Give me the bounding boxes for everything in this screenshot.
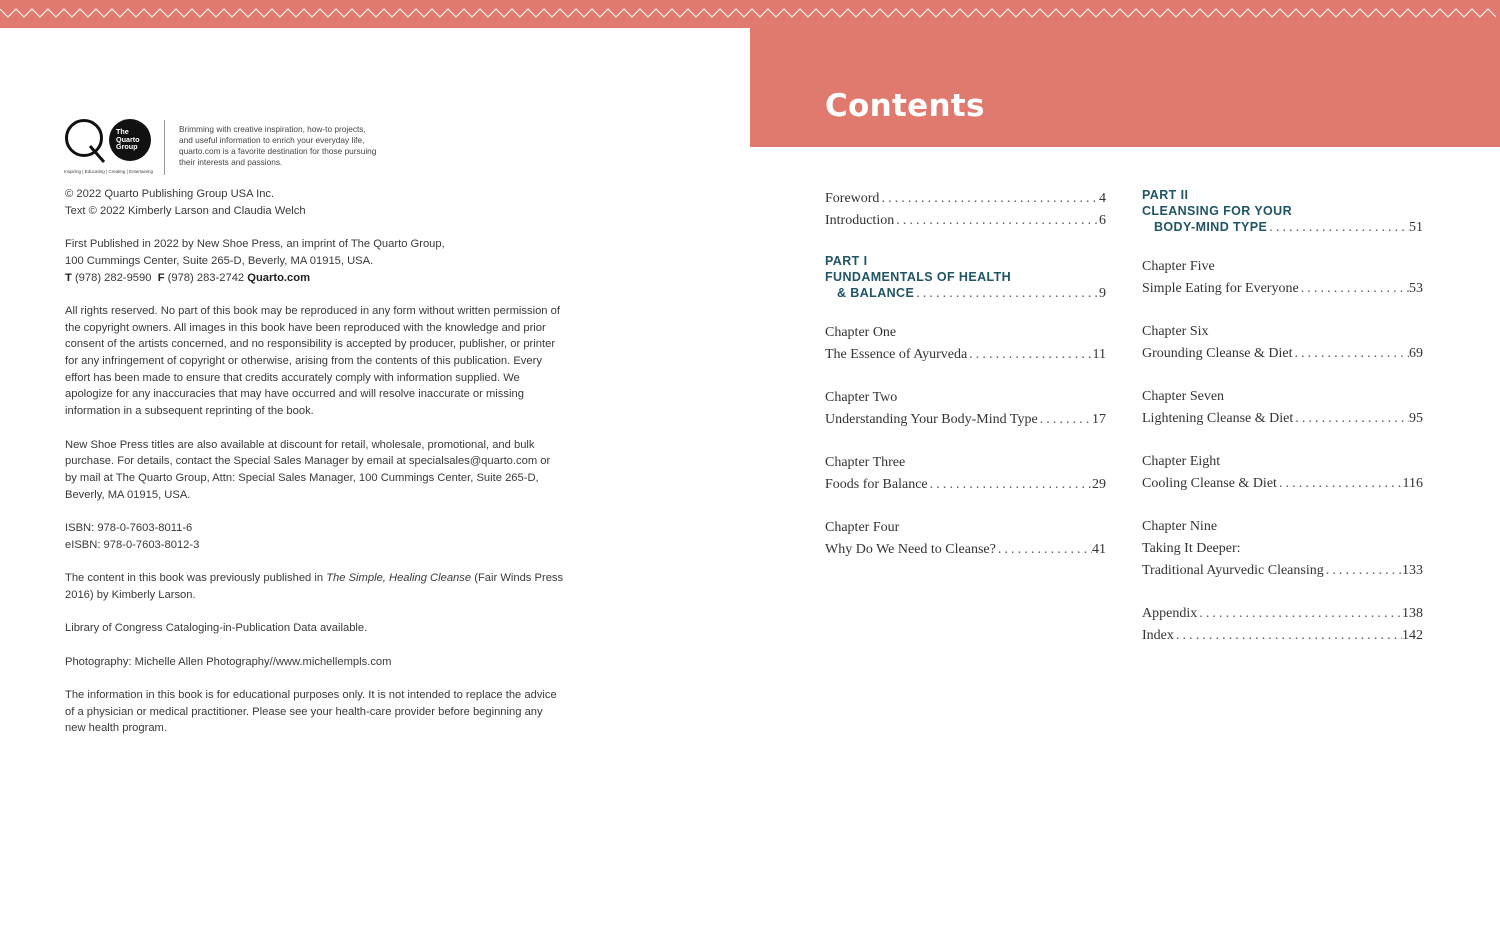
chapter-title-row bbox=[1142, 408, 1423, 430]
zigzag-pattern-icon bbox=[0, 0, 1500, 28]
copyright-block bbox=[65, 186, 565, 219]
disclaimer: The information in this book is for educational purposes only. It is not intended to replace the advice of a physician or medical practitioner. Please see your health-care provider before beginning any new health program. bbox=[65, 688, 557, 735]
dot-leader bbox=[894, 210, 1099, 232]
toc-page-number: 6 bbox=[1099, 213, 1106, 228]
toc-page-number: 53 bbox=[1409, 281, 1423, 296]
chapter-title: Lightening Cleanse & Diet bbox=[1142, 411, 1294, 426]
toc-page-number: 41 bbox=[1092, 542, 1106, 557]
chapter-number: Chapter Eight bbox=[1142, 454, 1221, 469]
toc-column-right bbox=[1142, 188, 1423, 647]
part-title-row bbox=[1142, 219, 1423, 236]
part-title: CLEANSING FOR YOUR bbox=[1142, 203, 1293, 218]
logo-tagline: Inspiring | Educating | Creating | Entertaining bbox=[64, 169, 154, 174]
chapter-title: Understanding Your Body-Mind Type bbox=[825, 412, 1038, 427]
chapter-title-row bbox=[825, 409, 1106, 431]
toc-entry-introduction[interactable] bbox=[825, 210, 1106, 232]
prev-published-text: (Fair Winds Press 2016) by Kimberly Larson. bbox=[65, 572, 564, 601]
toc-label: Appendix bbox=[1142, 606, 1198, 621]
logo-divider bbox=[164, 120, 165, 175]
chapter-title-row bbox=[825, 474, 1106, 496]
toc-page-number: 4 bbox=[1099, 191, 1106, 206]
toc-entry-chapter-two[interactable] bbox=[825, 387, 1106, 431]
chapter-number: Chapter Five bbox=[1142, 259, 1215, 274]
toc-entry-chapter-three[interactable] bbox=[825, 452, 1106, 496]
chapter-title-row bbox=[1142, 560, 1423, 582]
phone-label: T bbox=[65, 271, 72, 284]
part-number: PART I bbox=[825, 254, 868, 268]
chapter-title-row bbox=[825, 539, 1106, 561]
copyright-page-text bbox=[65, 186, 565, 754]
chapter-title: Cooling Cleanse & Diet bbox=[1142, 476, 1277, 491]
toc-entry-index[interactable] bbox=[1142, 625, 1423, 647]
logo-line: Quarto bbox=[116, 134, 140, 144]
copyright-line: © 2022 Quarto Publishing Group USA Inc. bbox=[65, 188, 275, 200]
dot-leader bbox=[928, 474, 1092, 496]
toc-column-left bbox=[825, 188, 1106, 561]
phone-number: (978) 282-9590 bbox=[74, 271, 152, 284]
logo-description: Brimming with creative inspiration, how-to projects, and useful information to enrich your everyday life, quarto.com is a favorite destination for those pursuing their interests and passions. bbox=[179, 124, 377, 167]
dot-leader bbox=[1197, 603, 1402, 625]
toc-page-number: 142 bbox=[1402, 628, 1423, 643]
chapter-number: Chapter Nine bbox=[1142, 519, 1218, 534]
toc-part-1[interactable] bbox=[825, 254, 1106, 302]
toc-entry-foreword[interactable] bbox=[825, 188, 1106, 210]
chapter-title-row bbox=[1142, 343, 1423, 365]
toc-entry-chapter-six[interactable] bbox=[1142, 321, 1423, 365]
prev-published-text: The content in this book was previously published in bbox=[65, 572, 327, 585]
dot-leader bbox=[967, 344, 1092, 366]
isbn-block bbox=[65, 520, 565, 553]
publisher-block bbox=[65, 236, 565, 286]
logo-line: Group bbox=[116, 142, 138, 152]
dot-leader bbox=[996, 539, 1092, 561]
toc-entry-chapter-nine[interactable] bbox=[1142, 516, 1423, 582]
logo-line: The bbox=[116, 127, 129, 136]
toc-part-2[interactable] bbox=[1142, 188, 1423, 236]
chapter-title: Foods for Balance bbox=[825, 477, 928, 492]
chapter-title-row bbox=[825, 344, 1106, 366]
fax-number: (978) 283-2742 bbox=[167, 271, 245, 284]
toc-entry-appendix[interactable] bbox=[1142, 603, 1423, 625]
dot-leader bbox=[1292, 343, 1409, 365]
toc-page-number: 51 bbox=[1409, 220, 1423, 235]
first-published: First Published in 2022 by New Shoe Press, an imprint of The Quarto Group, bbox=[65, 238, 445, 251]
toc-label: Index bbox=[1142, 628, 1174, 643]
dot-leader bbox=[1174, 625, 1402, 647]
eisbn: eISBN: 978-0-7603-8012-3 bbox=[65, 538, 200, 551]
toc-label: Foreword bbox=[825, 191, 880, 206]
chapter-title-row bbox=[1142, 278, 1423, 300]
part-number: PART II bbox=[1142, 188, 1189, 202]
publisher-address: 100 Cummings Center, Suite 265-D, Beverly, MA 01915, USA. bbox=[65, 254, 374, 267]
chapter-number: Chapter Three bbox=[825, 455, 906, 470]
toc-page-number: 69 bbox=[1409, 346, 1423, 361]
toc-entry-chapter-one[interactable] bbox=[825, 322, 1106, 366]
quarto-q-logo-icon bbox=[64, 118, 108, 164]
sales-paragraph: New Shoe Press titles are also available at discount for retail, wholesale, promotional, and bulk purchase. For details, contact the Special Sales Manager by email at specialsales@quarto.com or by mail at The Quarto Group, Attn: Special Sales Manager, 100 Cummings Center, Suite 265-D, Beverly, MA 01915, USA. bbox=[65, 438, 551, 501]
toc-entry-chapter-eight[interactable] bbox=[1142, 451, 1423, 495]
chapter-number: Chapter Two bbox=[825, 390, 898, 405]
toc-page-number: 133 bbox=[1402, 563, 1423, 578]
decorative-top-border bbox=[0, 0, 1500, 28]
toc-entry-chapter-four[interactable] bbox=[825, 517, 1106, 561]
part-title-cont: BODY-MIND TYPE bbox=[1154, 220, 1268, 234]
dot-leader bbox=[1267, 219, 1409, 236]
chapter-number: Chapter Seven bbox=[1142, 389, 1225, 404]
rights-paragraph: All rights reserved. No part of this book may be reproduced in any form without written permission of the copyright owners. All images in this book have been reproduced with the knowledge and prior consent of the artists concerned, and no responsibility is accepted by producer, publisher, or printer for any infringement of copyright or otherwise, arising from the contents of this publication. Every effort has been made to ensure that credits accurately comply with information supplied. We apologize for any inaccuracies that may have occurred and will resolve inaccurate or missing information in a subsequent reprinting of the book. bbox=[65, 304, 560, 418]
previously-published bbox=[65, 570, 565, 603]
dot-leader bbox=[1038, 409, 1092, 431]
part-title-cont: & BALANCE bbox=[837, 286, 915, 300]
dot-leader bbox=[1293, 408, 1409, 430]
dot-leader bbox=[1324, 560, 1402, 582]
prev-published-title: The Simple, Healing Cleanse bbox=[326, 572, 472, 585]
toc-page-number: 11 bbox=[1092, 347, 1106, 362]
toc-page-number: 95 bbox=[1409, 411, 1423, 426]
toc-page-number: 17 bbox=[1092, 412, 1106, 427]
dot-leader bbox=[1299, 278, 1409, 300]
toc-page-number: 9 bbox=[1099, 286, 1106, 301]
text-copyright-line: Text © 2022 Kimberly Larson and Claudia Welch bbox=[65, 204, 306, 217]
part-title: FUNDAMENTALS OF HEALTH bbox=[825, 269, 1012, 284]
dot-leader bbox=[914, 285, 1099, 302]
photography-credit: Photography: Michelle Allen Photography//www.michellempls.com bbox=[65, 655, 392, 668]
toc-page-number: 29 bbox=[1092, 477, 1106, 492]
chapter-number: Chapter Six bbox=[1142, 324, 1209, 339]
toc-label: Introduction bbox=[825, 213, 895, 228]
toc-entry-chapter-five[interactable] bbox=[1142, 256, 1423, 300]
chapter-title: Taking It Deeper: bbox=[1142, 541, 1241, 556]
toc-page-number: 138 bbox=[1402, 606, 1423, 621]
website-link[interactable]: Quarto.com bbox=[247, 271, 311, 284]
chapter-title-row bbox=[1142, 473, 1423, 495]
part-title-row bbox=[825, 285, 1106, 302]
dot-leader bbox=[1277, 473, 1403, 495]
chapter-number: Chapter Four bbox=[825, 520, 900, 535]
chapter-title-cont: Traditional Ayurvedic Cleansing bbox=[1142, 563, 1324, 578]
page-title: Contents bbox=[825, 88, 985, 124]
dot-leader bbox=[879, 188, 1099, 210]
toc-entry-chapter-seven[interactable] bbox=[1142, 386, 1423, 430]
quarto-group-circle-logo bbox=[109, 119, 151, 161]
isbn: ISBN: 978-0-7603-8011-6 bbox=[65, 522, 193, 534]
toc-page-number: 116 bbox=[1402, 476, 1423, 491]
chapter-title: Why Do We Need to Cleanse? bbox=[825, 542, 996, 557]
contents-banner bbox=[750, 28, 1500, 147]
library-of-congress: Library of Congress Cataloging-in-Publication Data available. bbox=[65, 622, 368, 635]
chapter-title: Grounding Cleanse & Diet bbox=[1142, 346, 1293, 361]
chapter-title: The Essence of Ayurveda bbox=[825, 347, 968, 362]
fax-label: F bbox=[157, 271, 165, 284]
publisher-logo bbox=[64, 118, 384, 180]
chapter-title: Simple Eating for Everyone bbox=[1142, 281, 1299, 296]
chapter-number: Chapter One bbox=[825, 325, 897, 340]
